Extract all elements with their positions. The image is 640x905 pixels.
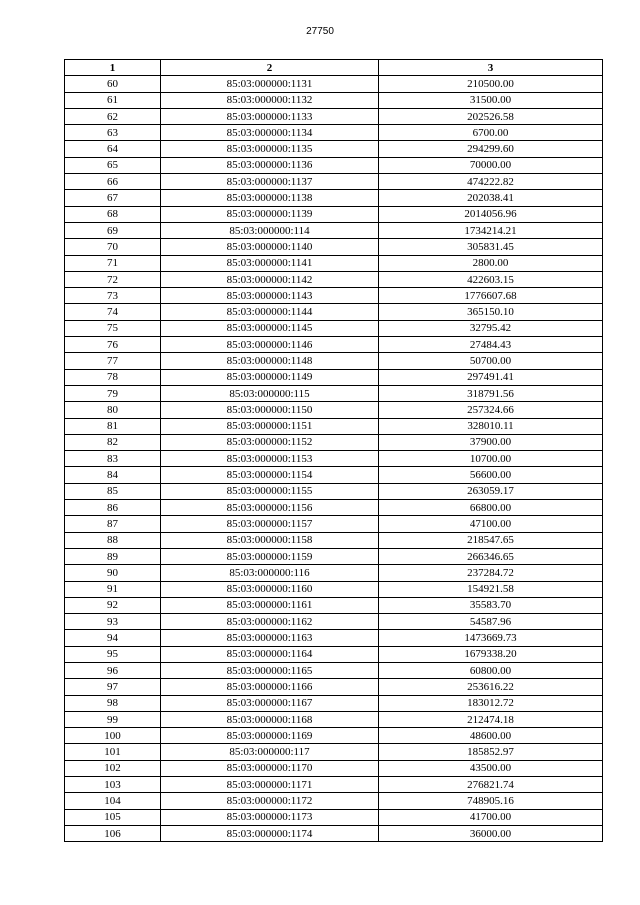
row-number-cell: 105 [65,809,161,825]
cadastral-number-cell: 85:03:000000:1166 [161,679,379,695]
row-number-cell: 85 [65,483,161,499]
row-number-cell: 86 [65,500,161,516]
row-number-cell: 97 [65,679,161,695]
table-row [65,483,603,499]
table-row [65,239,603,255]
cadastral-number-cell: 85:03:000000:1173 [161,809,379,825]
table-row [65,581,603,597]
value-cell: 31500.00 [379,92,603,108]
row-number-cell: 63 [65,125,161,141]
table-body [65,76,603,842]
table-row [65,434,603,450]
table-row [65,516,603,532]
value-cell: 263059.17 [379,483,603,499]
value-cell: 36000.00 [379,825,603,841]
row-number-cell: 98 [65,695,161,711]
value-cell: 183012.72 [379,695,603,711]
table-row [65,630,603,646]
cadastral-number-cell: 85:03:000000:1142 [161,271,379,287]
row-number-cell: 106 [65,825,161,841]
cadastral-number-cell: 85:03:000000:1171 [161,777,379,793]
cadastral-number-cell: 85:03:000000:1165 [161,662,379,678]
row-number-cell: 90 [65,565,161,581]
row-number-cell: 68 [65,206,161,222]
table-row [65,320,603,336]
table-row [65,108,603,124]
row-number-cell: 62 [65,108,161,124]
row-number-cell: 65 [65,157,161,173]
value-cell: 266346.65 [379,548,603,564]
value-cell: 318791.56 [379,385,603,401]
cadastral-number-cell: 85:03:000000:1133 [161,108,379,124]
value-cell: 43500.00 [379,760,603,776]
row-number-cell: 81 [65,418,161,434]
cadastral-number-cell: 85:03:000000:115 [161,385,379,401]
row-number-cell: 76 [65,337,161,353]
cadastral-number-cell: 85:03:000000:1150 [161,402,379,418]
row-number-cell: 66 [65,174,161,190]
table-row [65,157,603,173]
cadastral-number-cell: 85:03:000000:1161 [161,597,379,613]
column-header-2: 2 [161,60,379,76]
cadastral-number-cell: 85:03:000000:1134 [161,125,379,141]
row-number-cell: 91 [65,581,161,597]
row-number-cell: 88 [65,532,161,548]
row-number-cell: 69 [65,222,161,238]
table-row [65,711,603,727]
cadastral-number-cell: 85:03:000000:114 [161,222,379,238]
cadastral-number-cell: 85:03:000000:1141 [161,255,379,271]
cadastral-number-cell: 85:03:000000:1163 [161,630,379,646]
value-cell: 27484.43 [379,337,603,353]
row-number-cell: 71 [65,255,161,271]
cadastral-number-cell: 85:03:000000:1146 [161,337,379,353]
value-cell: 202526.58 [379,108,603,124]
value-cell: 154921.58 [379,581,603,597]
value-cell: 185852.97 [379,744,603,760]
value-cell: 35583.70 [379,597,603,613]
value-cell: 748905.16 [379,793,603,809]
table-row [65,76,603,92]
row-number-cell: 67 [65,190,161,206]
cadastral-number-cell: 85:03:000000:1137 [161,174,379,190]
table-row [65,597,603,613]
row-number-cell: 74 [65,304,161,320]
value-cell: 294299.60 [379,141,603,157]
cadastral-number-cell: 85:03:000000:1155 [161,483,379,499]
table-row [65,728,603,744]
table-row [65,92,603,108]
cadastral-number-cell: 85:03:000000:1135 [161,141,379,157]
cadastral-number-cell: 85:03:000000:116 [161,565,379,581]
cadastral-number-cell: 85:03:000000:1140 [161,239,379,255]
table-row [65,141,603,157]
cadastral-number-cell: 85:03:000000:1152 [161,434,379,450]
value-cell: 365150.10 [379,304,603,320]
row-number-cell: 100 [65,728,161,744]
cadastral-number-cell: 85:03:000000:1159 [161,548,379,564]
cadastral-number-cell: 85:03:000000:1139 [161,206,379,222]
cadastral-number-cell: 85:03:000000:1157 [161,516,379,532]
cadastral-number-cell: 85:03:000000:1151 [161,418,379,434]
row-number-cell: 78 [65,369,161,385]
table-row [65,271,603,287]
table-row [65,337,603,353]
row-number-cell: 84 [65,467,161,483]
table-header-row [65,60,603,76]
value-cell: 70000.00 [379,157,603,173]
table-row [65,777,603,793]
value-cell: 1734214.21 [379,222,603,238]
cadastral-number-cell: 85:03:000000:1136 [161,157,379,173]
cadastral-number-cell: 85:03:000000:1174 [161,825,379,841]
cadastral-number-cell: 85:03:000000:1148 [161,353,379,369]
value-cell: 47100.00 [379,516,603,532]
value-cell: 422603.15 [379,271,603,287]
value-cell: 54587.96 [379,614,603,630]
row-number-cell: 80 [65,402,161,418]
value-cell: 10700.00 [379,451,603,467]
row-number-cell: 61 [65,92,161,108]
table-row [65,662,603,678]
cadastral-number-cell: 85:03:000000:1172 [161,793,379,809]
value-cell: 212474.18 [379,711,603,727]
table-row [65,174,603,190]
cadastral-number-cell: 85:03:000000:1162 [161,614,379,630]
cadastral-number-cell: 85:03:000000:1131 [161,76,379,92]
table-row [65,825,603,841]
value-cell: 66800.00 [379,500,603,516]
row-number-cell: 87 [65,516,161,532]
row-number-cell: 104 [65,793,161,809]
row-number-cell: 60 [65,76,161,92]
table-row [65,402,603,418]
cadastral-number-cell: 85:03:000000:1158 [161,532,379,548]
page-number: 27750 [306,26,334,37]
value-cell: 253616.22 [379,679,603,695]
table-row [65,206,603,222]
cadastral-number-cell: 85:03:000000:1168 [161,711,379,727]
value-cell: 2014056.96 [379,206,603,222]
value-cell: 474222.82 [379,174,603,190]
column-header-3: 3 [379,60,603,76]
value-cell: 210500.00 [379,76,603,92]
table-row [65,304,603,320]
value-cell: 1776607.68 [379,288,603,304]
row-number-cell: 99 [65,711,161,727]
row-number-cell: 102 [65,760,161,776]
table-row [65,695,603,711]
row-number-cell: 95 [65,646,161,662]
value-cell: 297491.41 [379,369,603,385]
table-row [65,809,603,825]
table-row [65,467,603,483]
row-number-cell: 70 [65,239,161,255]
row-number-cell: 79 [65,385,161,401]
table-row [65,744,603,760]
row-number-cell: 82 [65,434,161,450]
value-cell: 1473669.73 [379,630,603,646]
cadastral-number-cell: 85:03:000000:1170 [161,760,379,776]
row-number-cell: 83 [65,451,161,467]
row-number-cell: 77 [65,353,161,369]
row-number-cell: 93 [65,614,161,630]
row-number-cell: 75 [65,320,161,336]
row-number-cell: 96 [65,662,161,678]
table-row [65,793,603,809]
table-row [65,451,603,467]
table-row [65,190,603,206]
row-number-cell: 92 [65,597,161,613]
cadastral-number-cell: 85:03:000000:1132 [161,92,379,108]
table-row [65,385,603,401]
value-cell: 48600.00 [379,728,603,744]
row-number-cell: 73 [65,288,161,304]
value-cell: 257324.66 [379,402,603,418]
value-cell: 56600.00 [379,467,603,483]
value-cell: 202038.41 [379,190,603,206]
row-number-cell: 101 [65,744,161,760]
row-number-cell: 94 [65,630,161,646]
cadastral-number-cell: 85:03:000000:1143 [161,288,379,304]
cadastral-number-cell: 85:03:000000:1156 [161,500,379,516]
row-number-cell: 89 [65,548,161,564]
value-cell: 60800.00 [379,662,603,678]
cadastral-number-cell: 85:03:000000:1160 [161,581,379,597]
table-row [65,679,603,695]
cadastral-number-cell: 85:03:000000:1138 [161,190,379,206]
table-row [65,222,603,238]
value-cell: 328010.11 [379,418,603,434]
table-row [65,255,603,271]
value-cell: 2800.00 [379,255,603,271]
value-cell: 37900.00 [379,434,603,450]
cadastral-number-cell: 85:03:000000:1167 [161,695,379,711]
table-row [65,369,603,385]
column-header-1: 1 [65,60,161,76]
value-cell: 237284.72 [379,565,603,581]
table-row [65,288,603,304]
row-number-cell: 72 [65,271,161,287]
table-row [65,548,603,564]
data-table [64,59,603,842]
row-number-cell: 103 [65,777,161,793]
cadastral-number-cell: 85:03:000000:1144 [161,304,379,320]
row-number-cell: 64 [65,141,161,157]
cadastral-number-cell: 85:03:000000:117 [161,744,379,760]
table-row [65,353,603,369]
table-row [65,418,603,434]
value-cell: 1679338.20 [379,646,603,662]
table-row [65,614,603,630]
value-cell: 6700.00 [379,125,603,141]
value-cell: 32795.42 [379,320,603,336]
value-cell: 50700.00 [379,353,603,369]
value-cell: 218547.65 [379,532,603,548]
value-cell: 276821.74 [379,777,603,793]
cadastral-number-cell: 85:03:000000:1153 [161,451,379,467]
table-row [65,760,603,776]
cadastral-number-cell: 85:03:000000:1145 [161,320,379,336]
table-row [65,565,603,581]
table-row [65,125,603,141]
cadastral-number-cell: 85:03:000000:1154 [161,467,379,483]
value-cell: 41700.00 [379,809,603,825]
value-cell: 305831.45 [379,239,603,255]
cadastral-number-cell: 85:03:000000:1149 [161,369,379,385]
table-row [65,646,603,662]
cadastral-number-cell: 85:03:000000:1169 [161,728,379,744]
cadastral-number-cell: 85:03:000000:1164 [161,646,379,662]
table-row [65,532,603,548]
table-row [65,500,603,516]
